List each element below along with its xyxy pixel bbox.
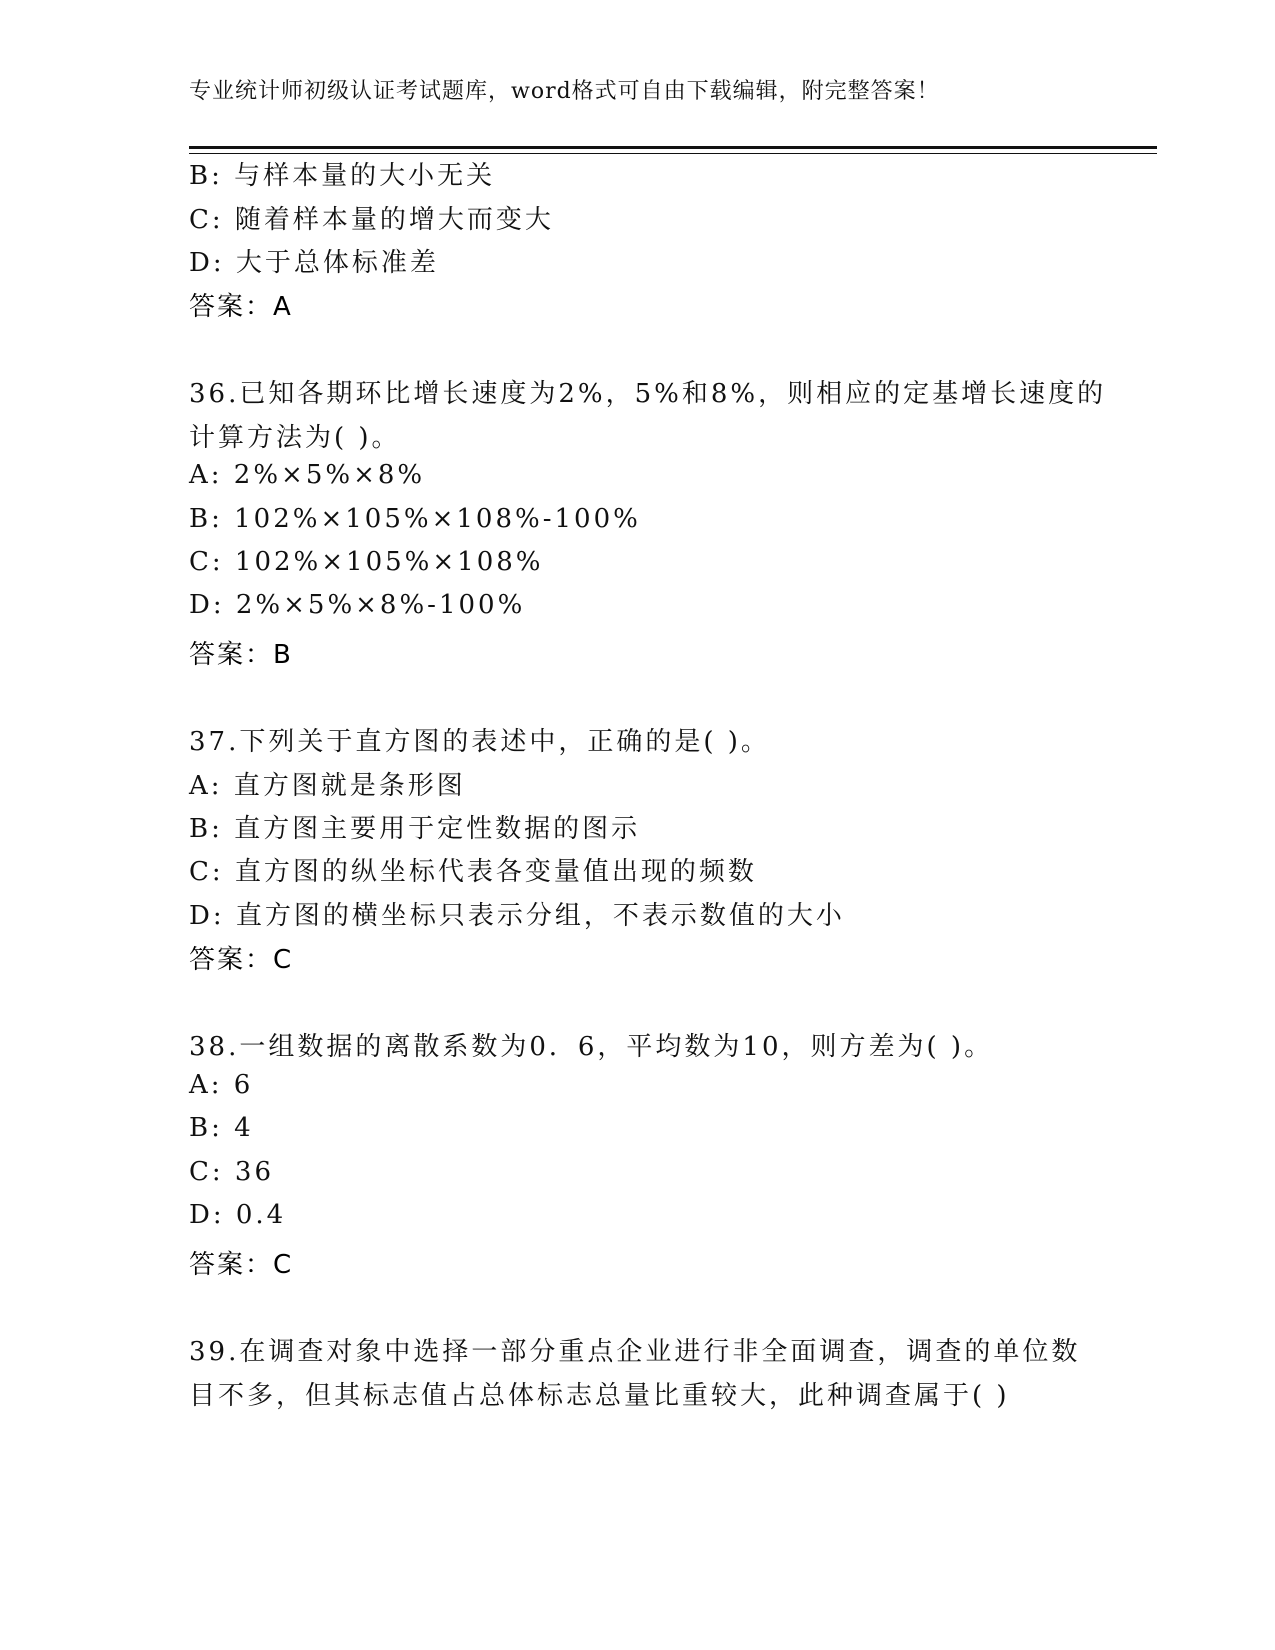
q38-option-b: B: 4 bbox=[189, 1113, 254, 1143]
prev-answer: 答案：A bbox=[189, 292, 293, 322]
q38-stem-line-1: 38.一组数据的离散系数为0．6，平均数为10，则方差为( )。 bbox=[189, 1032, 994, 1062]
prev-option-d: D: 大于总体标准差 bbox=[189, 248, 439, 278]
q38-option-a: A: 6 bbox=[189, 1070, 254, 1100]
prev-option-b: B: 与样本量的大小无关 bbox=[189, 161, 496, 191]
q37-stem-line-1: 37.下列关于直方图的表述中，正确的是( )。 bbox=[189, 727, 770, 757]
q36-option-b: B: 102%×105%×108%-100% bbox=[189, 504, 641, 534]
q39-stem-line-2: 目不多，但其标志值占总体标志总量比重较大，此种调查属于( ) bbox=[189, 1381, 1010, 1411]
header-divider-thick bbox=[189, 146, 1157, 149]
q36-stem-line-1: 36.已知各期环比增长速度为2%，5%和8%，则相应的定基增长速度的 bbox=[189, 379, 1107, 409]
page-header: 专业统计师初级认证考试题库，word格式可自由下载编辑，附完整答案！ bbox=[189, 79, 940, 104]
prev-option-c: C: 随着样本量的增大而变大 bbox=[189, 205, 554, 235]
q37-option-b: B: 直方图主要用于定性数据的图示 bbox=[189, 814, 641, 844]
q36-option-c: C: 102%×105%×108% bbox=[189, 547, 544, 577]
q36-answer: 答案：B bbox=[189, 640, 293, 670]
q37-answer: 答案：C bbox=[189, 945, 294, 975]
q38-answer: 答案：C bbox=[189, 1250, 294, 1280]
q37-option-c: C: 直方图的纵坐标代表各变量值出现的频数 bbox=[189, 857, 757, 887]
q37-option-a: A: 直方图就是条形图 bbox=[189, 771, 466, 801]
q38-option-c: C: 36 bbox=[189, 1157, 275, 1187]
q36-option-a: A: 2%×5%×8% bbox=[189, 460, 426, 490]
q39-stem-line-1: 39.在调查对象中选择一部分重点企业进行非全面调查，调查的单位数 bbox=[189, 1337, 1081, 1367]
q37-option-d: D: 直方图的横坐标只表示分组，不表示数值的大小 bbox=[189, 901, 845, 931]
q36-stem-line-2: 计算方法为( )。 bbox=[189, 423, 401, 453]
header-divider-thin bbox=[189, 153, 1157, 154]
q36-option-d: D: 2%×5%×8%-100% bbox=[189, 590, 526, 620]
q38-option-d: D: 0.4 bbox=[189, 1200, 287, 1230]
